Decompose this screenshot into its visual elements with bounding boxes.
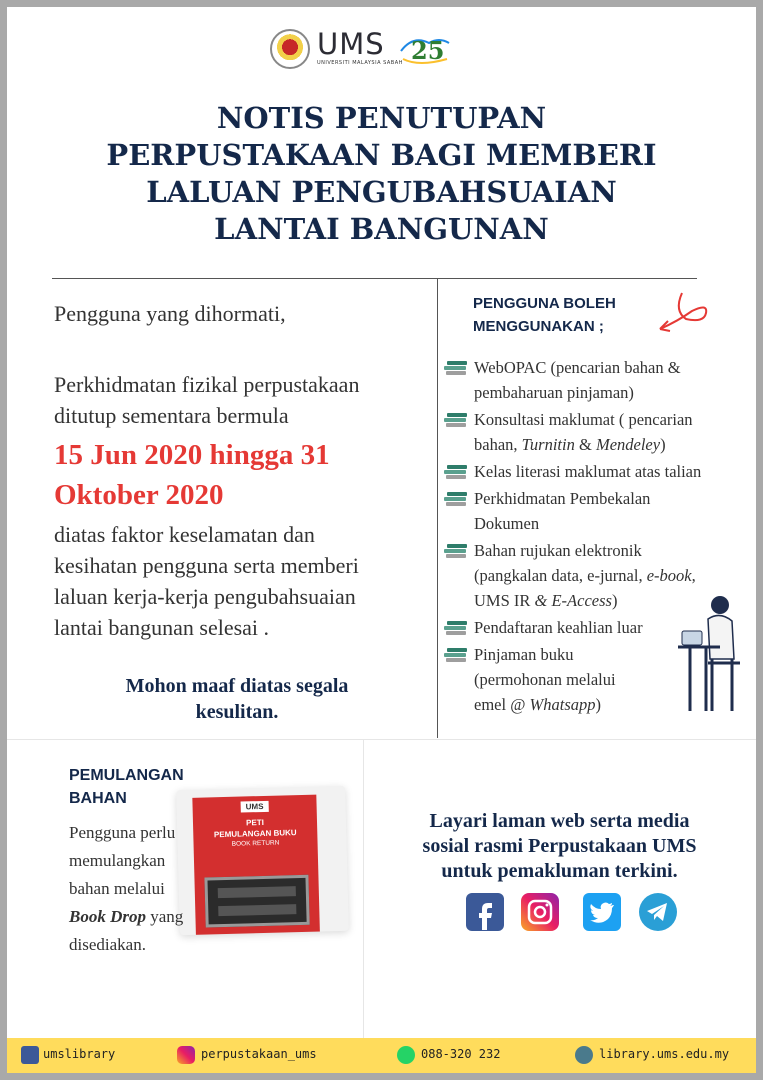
text-line: pembaharuan pinjaman)	[474, 383, 634, 402]
text-line: disediakan.	[69, 935, 146, 954]
logo-header	[7, 25, 756, 73]
text-line: Pinjaman buku	[474, 645, 574, 664]
divider	[7, 739, 756, 740]
list-item	[444, 407, 754, 457]
list-item	[444, 355, 754, 405]
footer-facebook[interactable]: umslibrary	[43, 1047, 116, 1061]
heading-line: PEMULANGAN	[69, 767, 184, 784]
text-line: sosial rasmi Perpustakaan UMS	[422, 835, 697, 857]
text-fragment: )	[660, 435, 666, 454]
notice-poster	[7, 7, 756, 1073]
book-drop-text: Book Drop	[69, 907, 146, 926]
text-fragment: bahan,	[474, 435, 522, 454]
books-icon	[444, 544, 468, 559]
text-line	[69, 903, 183, 931]
footer-website[interactable]: library.ums.edu.my	[599, 1047, 730, 1061]
books-icon	[444, 648, 468, 663]
notice-title	[47, 100, 716, 248]
heading-line: BAHAN	[69, 790, 127, 807]
footer-phone[interactable]: 088-320 232	[421, 1047, 501, 1061]
ebook-text: e-book	[646, 566, 692, 585]
text-fragment: )	[611, 591, 618, 610]
instagram-icon[interactable]	[521, 893, 559, 931]
whatsapp-icon	[397, 1046, 415, 1064]
books-icon	[444, 621, 468, 636]
text-line: (permohonan melalui	[474, 670, 616, 689]
list-item	[444, 486, 754, 536]
anniversary-number: 25	[411, 36, 445, 65]
return-slot	[204, 875, 309, 928]
text-fragment: &	[574, 435, 596, 454]
divider	[52, 278, 697, 279]
services-heading	[473, 292, 616, 338]
text-line: Pendaftaran keahlian luar	[474, 618, 643, 637]
list-item	[444, 459, 754, 484]
photo-sign-line: PEMULANGAN BUKU	[213, 828, 297, 840]
closure-dates	[54, 435, 330, 515]
text-line: Layari laman web serta media	[429, 810, 690, 832]
divider	[363, 739, 364, 1039]
text-line: memulangkan	[69, 851, 166, 870]
date-line: Oktober 2020	[54, 479, 224, 511]
greeting: Pengguna yang dihormati,	[54, 301, 286, 326]
books-icon	[444, 492, 468, 507]
e-access-text: & E-Access	[534, 591, 612, 610]
text-fragment: )	[595, 695, 602, 714]
telegram-icon[interactable]	[639, 893, 677, 931]
returns-heading	[69, 764, 184, 810]
text-line	[474, 432, 754, 457]
books-icon	[444, 361, 468, 376]
turnitin-text: Turnitin	[521, 435, 575, 454]
text-line: Dokumen	[474, 514, 540, 533]
returns-body	[69, 819, 183, 959]
text-line	[474, 563, 754, 588]
text-fragment: (pangkalan data, e-jurnal,	[474, 566, 647, 585]
notice-paragraph-1	[54, 369, 434, 431]
text-line: lantai bangunan selesai .	[54, 615, 270, 640]
photo-sign-line: PETI	[246, 817, 265, 828]
books-icon	[444, 465, 468, 480]
text-line: bahan melalui	[69, 879, 165, 898]
curved-arrow-icon	[652, 289, 712, 339]
facebook-icon[interactable]	[466, 893, 504, 931]
whatsapp-text: Whatsapp	[529, 695, 596, 714]
ums-logo-subtext: UNIVERSITI MALAYSIA SABAH	[317, 60, 403, 66]
text-line: kesihatan pengguna serta memberi	[54, 553, 359, 578]
title-line: NOTIS PENUTUPAN	[216, 101, 547, 135]
heading-line: MENGGUNAKAN ;	[473, 318, 604, 335]
photo-sign-line: BOOK RETURN	[231, 839, 280, 848]
anniversary-25-icon	[399, 29, 451, 71]
globe-icon	[575, 1046, 593, 1064]
instagram-icon	[177, 1046, 195, 1064]
contact-footer	[7, 1038, 756, 1073]
book-return-box-photo	[176, 786, 349, 935]
text-line: Mohon maaf diatas segala	[125, 675, 349, 697]
person-at-desk-illustration	[676, 589, 746, 719]
text-fragment: ,	[691, 566, 696, 585]
date-line: 15 Jun 2020 hingga 31	[54, 439, 330, 471]
mendeley-text: Mendeley	[595, 435, 661, 454]
text-fragment: emel @	[474, 695, 530, 714]
book-return-panel	[192, 795, 320, 936]
photo-ums-tag: UMS	[241, 801, 269, 813]
twitter-icon[interactable]	[583, 893, 621, 931]
notice-paragraph-2	[54, 519, 359, 643]
title-line: LANTAI BANGUNAN	[214, 212, 549, 246]
apology-text	[67, 673, 407, 725]
text-line: WebOPAC (pencarian bahan &	[474, 358, 681, 377]
books-icon	[444, 413, 468, 428]
text-line: untuk pemakluman terkini.	[441, 860, 678, 882]
text-line: Perkhidmatan fizikal perpustakaan	[54, 372, 360, 397]
text-line: ditutup sementara bermula	[54, 403, 289, 428]
visit-message	[387, 809, 732, 884]
divider	[437, 278, 438, 738]
title-line: LALUAN PENGUBAHSUAIAN	[146, 175, 617, 209]
text-line: laluan kerja-kerja pengubahsuaian	[54, 584, 356, 609]
ums-crest-icon	[270, 29, 310, 69]
text-line: Pengguna perlu	[69, 823, 176, 842]
text-line: kesulitan.	[195, 701, 279, 723]
text-fragment: yang	[145, 907, 184, 926]
text-fragment: UMS IR	[474, 591, 535, 610]
text-line: Kelas literasi maklumat atas talian	[474, 462, 702, 481]
text-line: Bahan rujukan elektronik	[474, 541, 642, 560]
title-line: PERPUSTAKAAN BAGI MEMBERI	[106, 138, 657, 172]
text-line: Perkhidmatan Pembekalan	[474, 489, 651, 508]
ums-logo-text: UMS	[317, 27, 385, 61]
facebook-icon	[21, 1046, 39, 1064]
footer-instagram[interactable]: perpustakaan_ums	[201, 1047, 317, 1061]
text-line: diatas faktor keselamatan dan	[54, 522, 315, 547]
text-line: Konsultasi maklumat ( pencarian	[474, 410, 693, 429]
heading-line: PENGGUNA BOLEH	[473, 295, 616, 312]
